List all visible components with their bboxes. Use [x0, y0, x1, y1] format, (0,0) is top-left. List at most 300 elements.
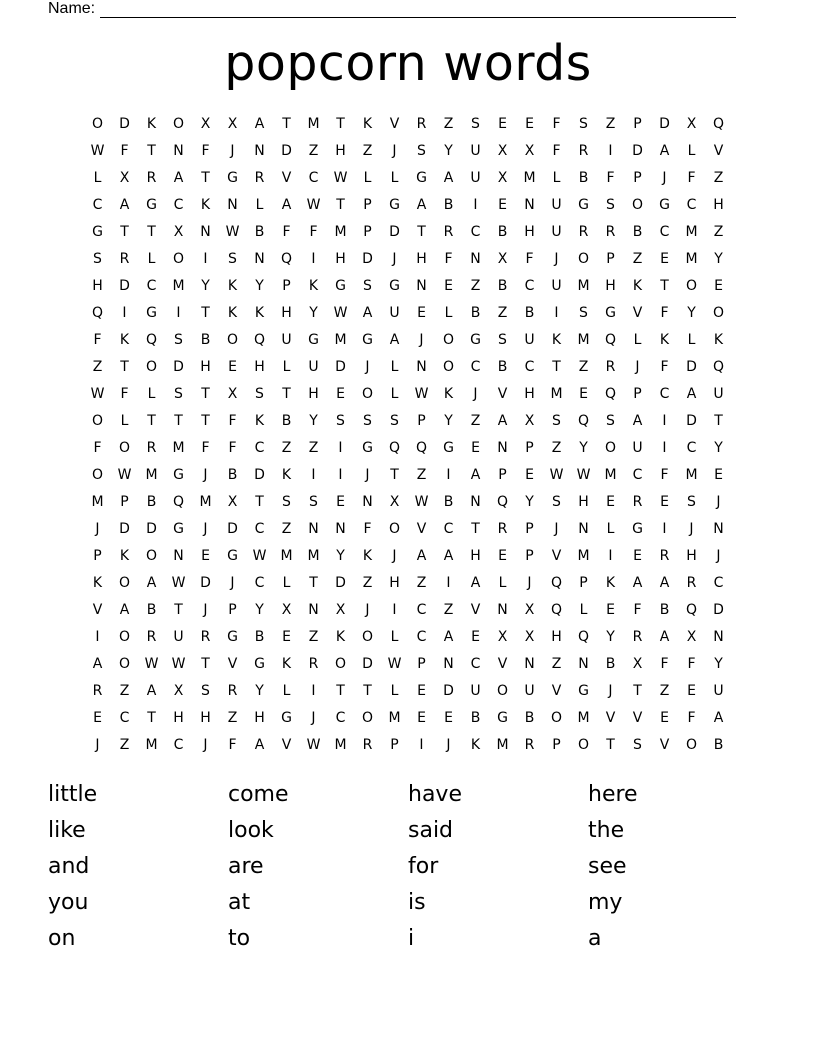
grid-letter: B — [281, 413, 292, 429]
grid-letter: T — [363, 683, 372, 699]
grid-letter: U — [524, 332, 535, 348]
grid-letter: M — [334, 737, 347, 753]
grid-letter: L — [147, 251, 156, 267]
grid-letter: E — [417, 683, 426, 699]
grid-letter: B — [200, 332, 211, 348]
grid-letter: A — [659, 575, 670, 591]
grid-letter: D — [443, 683, 454, 699]
grid-row — [84, 570, 734, 597]
grid-letter: B — [605, 656, 616, 672]
grid-letter: B — [524, 710, 535, 726]
grid-letter: F — [93, 332, 102, 348]
grid-letter: O — [226, 332, 239, 348]
grid-letter: K — [200, 197, 211, 213]
grid-letter: A — [362, 305, 373, 321]
grid-letter: Y — [714, 656, 723, 672]
grid-letter: O — [172, 116, 185, 132]
grid-row — [84, 165, 734, 192]
grid-letter: H — [578, 494, 589, 510]
word-list-item: to — [228, 926, 251, 951]
grid-letter: L — [93, 170, 102, 186]
grid-letter: D — [335, 359, 346, 375]
grid-letter: M — [172, 440, 185, 456]
grid-letter: Z — [362, 143, 373, 159]
grid-letter: T — [471, 521, 480, 537]
grid-letter: F — [201, 440, 210, 456]
grid-letter: W — [144, 656, 159, 672]
word-list-item: a — [588, 926, 602, 951]
grid-letter: C — [443, 521, 454, 537]
grid-letter: Q — [496, 494, 509, 510]
word-list-item: here — [588, 782, 638, 807]
grid-letter: C — [686, 197, 697, 213]
grid-letter: M — [523, 170, 536, 186]
grid-letter: Q — [604, 386, 617, 402]
grid-letter: T — [336, 197, 345, 213]
grid-letter: O — [577, 737, 590, 753]
grid-letter: Y — [687, 305, 696, 321]
grid-letter: K — [227, 278, 238, 294]
grid-letter: C — [254, 575, 265, 591]
grid-letter: W — [252, 548, 267, 564]
grid-letter: A — [470, 575, 481, 591]
grid-row — [84, 651, 734, 678]
grid-letter: H — [281, 305, 292, 321]
grid-letter: Z — [713, 170, 724, 186]
grid-letter: G — [227, 548, 238, 564]
grid-letter: F — [660, 359, 669, 375]
grid-letter: T — [282, 386, 291, 402]
grid-letter: K — [335, 629, 346, 645]
grid-letter: I — [662, 440, 667, 456]
name-label: Name: — [48, 0, 96, 17]
grid-letter: N — [308, 521, 319, 537]
word-list-item: at — [228, 890, 251, 915]
grid-row — [84, 327, 734, 354]
grid-letter: O — [604, 440, 617, 456]
grid-letter: Z — [632, 251, 643, 267]
grid-letter: D — [659, 116, 670, 132]
grid-letter: G — [362, 440, 373, 456]
grid-letter: U — [470, 170, 481, 186]
grid-letter: O — [118, 575, 131, 591]
grid-letter: U — [389, 305, 400, 321]
grid-letter: G — [578, 197, 589, 213]
grid-letter: E — [498, 197, 507, 213]
grid-letter: P — [417, 413, 426, 429]
word-list-item: look — [228, 818, 274, 843]
grid-letter: A — [470, 467, 481, 483]
grid-letter: K — [443, 386, 454, 402]
grid-letter: T — [336, 116, 345, 132]
grid-row — [84, 219, 734, 246]
grid-letter: O — [496, 683, 509, 699]
grid-letter: V — [632, 305, 643, 321]
grid-letter: B — [497, 278, 508, 294]
grid-letter: X — [497, 170, 508, 186]
grid-letter: O — [118, 656, 131, 672]
grid-letter: R — [254, 170, 265, 186]
grid-letter: S — [498, 332, 507, 348]
grid-letter: W — [387, 656, 402, 672]
grid-row — [84, 516, 734, 543]
grid-letter: C — [173, 737, 184, 753]
grid-letter: W — [171, 656, 186, 672]
grid-letter: F — [363, 521, 372, 537]
grid-letter: B — [254, 224, 265, 240]
grid-letter: Q — [604, 332, 617, 348]
grid-letter: R — [659, 548, 670, 564]
grid-letter: O — [550, 710, 563, 726]
grid-letter: B — [713, 737, 724, 753]
grid-row — [84, 543, 734, 570]
grid-letter: J — [608, 683, 613, 699]
grid-letter: K — [281, 656, 292, 672]
grid-letter: J — [311, 710, 316, 726]
grid-letter: L — [282, 575, 291, 591]
grid-letter: Y — [255, 602, 264, 618]
grid-letter: X — [389, 494, 400, 510]
grid-letter: Y — [525, 494, 534, 510]
grid-letter: T — [660, 278, 669, 294]
grid-letter: V — [551, 548, 562, 564]
grid-letter: H — [524, 386, 535, 402]
grid-letter: Z — [578, 359, 589, 375]
grid-letter: E — [714, 278, 723, 294]
grid-letter: G — [173, 521, 184, 537]
grid-letter: Z — [281, 521, 292, 537]
grid-letter: E — [417, 305, 426, 321]
letter-grid — [84, 111, 734, 759]
grid-letter: X — [281, 602, 292, 618]
grid-letter: K — [632, 278, 643, 294]
word-list-item: little — [48, 782, 98, 807]
grid-letter: T — [120, 224, 129, 240]
grid-letter: P — [417, 656, 426, 672]
grid-letter: J — [392, 143, 397, 159]
grid-letter: F — [552, 116, 561, 132]
grid-letter: C — [119, 710, 130, 726]
grid-letter: E — [444, 278, 453, 294]
grid-letter: I — [311, 251, 316, 267]
grid-letter: Y — [444, 143, 453, 159]
grid-letter: T — [201, 386, 210, 402]
grid-letter: Z — [119, 737, 130, 753]
grid-letter: V — [551, 683, 562, 699]
grid-row — [84, 624, 734, 651]
grid-letter: F — [228, 440, 237, 456]
grid-letter: S — [606, 197, 615, 213]
grid-letter: T — [255, 494, 264, 510]
grid-letter: J — [203, 521, 208, 537]
grid-letter: G — [497, 710, 508, 726]
grid-letter: F — [201, 143, 210, 159]
grid-letter: J — [230, 575, 235, 591]
grid-letter: R — [605, 224, 616, 240]
grid-letter: C — [335, 710, 346, 726]
grid-letter: J — [365, 602, 370, 618]
grid-letter: J — [419, 332, 424, 348]
grid-letter: L — [390, 359, 399, 375]
grid-letter: G — [173, 467, 184, 483]
word-list-item: and — [48, 854, 90, 879]
grid-letter: O — [577, 251, 590, 267]
grid-letter: A — [119, 197, 130, 213]
grid-letter: F — [120, 386, 129, 402]
grid-letter: A — [713, 710, 724, 726]
grid-letter: J — [446, 737, 451, 753]
grid-letter: O — [334, 656, 347, 672]
grid-letter: Y — [606, 629, 615, 645]
grid-letter: X — [524, 602, 535, 618]
grid-letter: J — [716, 494, 721, 510]
grid-letter: T — [633, 683, 642, 699]
grid-letter: I — [203, 251, 208, 267]
word-column — [228, 777, 408, 957]
grid-letter: A — [686, 386, 697, 402]
grid-letter: F — [444, 251, 453, 267]
grid-row — [84, 732, 734, 759]
grid-letter: J — [203, 602, 208, 618]
grid-letter: S — [579, 116, 588, 132]
grid-letter: N — [416, 359, 427, 375]
grid-letter: J — [554, 521, 559, 537]
grid-letter: V — [416, 521, 427, 537]
grid-letter: W — [333, 170, 348, 186]
grid-letter: E — [660, 251, 669, 267]
grid-letter: W — [576, 467, 591, 483]
grid-letter: N — [713, 521, 724, 537]
grid-letter: S — [687, 494, 696, 510]
grid-letter: Z — [713, 224, 724, 240]
grid-letter: D — [281, 143, 292, 159]
word-list-item: you — [48, 890, 89, 915]
grid-letter: Y — [309, 413, 318, 429]
grid-letter: B — [227, 467, 238, 483]
grid-letter: E — [606, 602, 615, 618]
grid-letter: A — [443, 629, 454, 645]
word-list-item: come — [228, 782, 289, 807]
grid-letter: V — [497, 386, 508, 402]
grid-letter: A — [443, 548, 454, 564]
grid-letter: H — [551, 629, 562, 645]
grid-letter: X — [524, 143, 535, 159]
grid-letter: F — [687, 710, 696, 726]
grid-letter: Z — [308, 143, 319, 159]
grid-letter: M — [145, 737, 158, 753]
grid-letter: S — [228, 251, 237, 267]
grid-letter: G — [281, 710, 292, 726]
grid-letter: S — [255, 386, 264, 402]
grid-letter: D — [686, 413, 697, 429]
grid-letter: T — [147, 224, 156, 240]
grid-letter: M — [685, 467, 698, 483]
grid-letter: D — [632, 143, 643, 159]
grid-letter: N — [497, 602, 508, 618]
grid-letter: E — [579, 386, 588, 402]
grid-letter: G — [227, 170, 238, 186]
grid-letter: V — [713, 143, 724, 159]
grid-letter: S — [471, 116, 480, 132]
grid-letter: H — [200, 710, 211, 726]
grid-letter: Q — [388, 440, 401, 456]
grid-letter: W — [333, 305, 348, 321]
grid-letter: T — [120, 359, 129, 375]
grid-letter: W — [90, 386, 105, 402]
grid-letter: C — [173, 197, 184, 213]
word-list-item: i — [408, 926, 415, 951]
grid-letter: P — [606, 251, 615, 267]
grid-letter: B — [146, 494, 157, 510]
grid-letter: I — [176, 305, 181, 321]
grid-letter: X — [497, 629, 508, 645]
grid-letter: E — [525, 467, 534, 483]
grid-letter: L — [498, 575, 507, 591]
grid-letter: N — [254, 143, 265, 159]
grid-row — [84, 246, 734, 273]
grid-letter: M — [577, 710, 590, 726]
grid-letter: B — [578, 170, 589, 186]
grid-letter: C — [470, 224, 481, 240]
grid-letter: K — [713, 332, 724, 348]
grid-letter: L — [282, 683, 291, 699]
grid-letter: N — [173, 143, 184, 159]
grid-letter: O — [361, 710, 374, 726]
grid-letter: K — [308, 278, 319, 294]
grid-letter: Y — [336, 548, 345, 564]
grid-letter: H — [308, 386, 319, 402]
grid-letter: W — [117, 467, 132, 483]
grid-letter: U — [173, 629, 184, 645]
grid-letter: Z — [416, 467, 427, 483]
grid-letter: H — [389, 575, 400, 591]
grid-letter: C — [470, 359, 481, 375]
grid-letter: M — [388, 710, 401, 726]
grid-letter: Y — [444, 413, 453, 429]
grid-letter: N — [335, 521, 346, 537]
grid-letter: E — [336, 386, 345, 402]
grid-letter: A — [659, 629, 670, 645]
grid-letter: L — [579, 602, 588, 618]
page-title: popcorn words — [224, 35, 592, 92]
grid-letter: Q — [712, 359, 725, 375]
grid-letter: P — [282, 278, 291, 294]
grid-letter: B — [146, 602, 157, 618]
grid-letter: T — [282, 116, 291, 132]
grid-letter: Y — [255, 278, 264, 294]
grid-letter: R — [119, 251, 130, 267]
grid-letter: Z — [416, 575, 427, 591]
grid-letter: P — [363, 224, 372, 240]
grid-letter: K — [470, 737, 481, 753]
grid-letter: A — [146, 683, 157, 699]
grid-letter: F — [660, 656, 669, 672]
grid-letter: H — [335, 143, 346, 159]
grid-letter: K — [119, 548, 130, 564]
grid-letter: L — [633, 332, 642, 348]
grid-letter: I — [122, 305, 127, 321]
grid-letter: J — [689, 521, 694, 537]
grid-letter: M — [307, 116, 320, 132]
grid-letter: I — [446, 575, 451, 591]
grid-letter: C — [308, 170, 319, 186]
grid-letter: J — [95, 737, 100, 753]
word-list — [48, 777, 768, 957]
grid-letter: G — [416, 170, 427, 186]
grid-letter: C — [632, 467, 643, 483]
grid-letter: T — [714, 413, 723, 429]
grid-letter: W — [306, 737, 321, 753]
grid-letter: K — [605, 575, 616, 591]
word-list-item: for — [408, 854, 439, 879]
grid-letter: A — [416, 548, 427, 564]
grid-letter: H — [173, 710, 184, 726]
word-list-item: is — [408, 890, 426, 915]
grid-letter: R — [632, 629, 643, 645]
grid-letter: Z — [308, 629, 319, 645]
grid-letter: E — [471, 629, 480, 645]
grid-letter: S — [363, 413, 372, 429]
grid-letter: K — [362, 548, 373, 564]
grid-letter: X — [632, 656, 643, 672]
grid-letter: C — [524, 359, 535, 375]
grid-letter: X — [686, 116, 697, 132]
grid-letter: P — [363, 197, 372, 213]
grid-row — [84, 489, 734, 516]
grid-letter: Z — [470, 278, 481, 294]
grid-letter: R — [578, 224, 589, 240]
grid-letter: Q — [172, 494, 185, 510]
grid-letter: Z — [119, 683, 130, 699]
grid-letter: T — [174, 602, 183, 618]
grid-letter: C — [659, 386, 670, 402]
grid-letter: O — [172, 251, 185, 267]
grid-letter: J — [365, 359, 370, 375]
grid-letter: M — [577, 332, 590, 348]
grid-letter: A — [497, 413, 508, 429]
grid-letter: J — [716, 548, 721, 564]
grid-row — [84, 354, 734, 381]
grid-letter: O — [145, 359, 158, 375]
grid-letter: B — [254, 629, 265, 645]
grid-letter: S — [633, 737, 642, 753]
grid-letter: S — [174, 386, 183, 402]
grid-letter: U — [281, 332, 292, 348]
grid-letter: I — [608, 548, 613, 564]
name-underline — [100, 2, 736, 18]
grid-letter: B — [443, 494, 454, 510]
grid-letter: G — [389, 197, 400, 213]
grid-letter: L — [687, 143, 696, 159]
grid-letter: N — [308, 602, 319, 618]
grid-letter: U — [470, 143, 481, 159]
grid-letter: G — [335, 278, 346, 294]
grid-letter: R — [308, 656, 319, 672]
grid-letter: E — [714, 467, 723, 483]
grid-letter: G — [362, 332, 373, 348]
grid-letter: E — [498, 116, 507, 132]
grid-letter: G — [146, 305, 157, 321]
grid-letter: J — [392, 548, 397, 564]
grid-letter: O — [685, 737, 698, 753]
grid-letter: M — [199, 494, 212, 510]
grid-letter: A — [254, 737, 265, 753]
grid-letter: O — [118, 629, 131, 645]
grid-letter: O — [685, 278, 698, 294]
grid-letter: O — [91, 116, 104, 132]
grid-letter: J — [95, 521, 100, 537]
grid-letter: J — [230, 143, 235, 159]
